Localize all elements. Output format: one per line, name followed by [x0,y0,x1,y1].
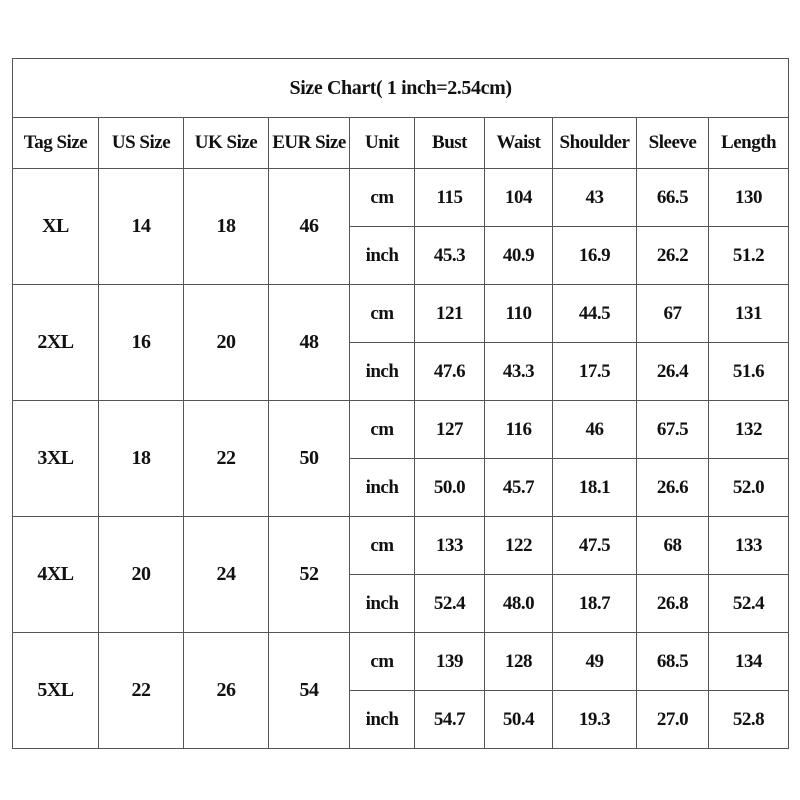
waist-cell: 40.9 [485,227,553,285]
header-sleeve: Sleeve [637,118,709,169]
shoulder-cell: 18.1 [553,459,637,517]
waist-cell: 43.3 [485,343,553,401]
bust-cell: 47.6 [415,343,485,401]
uk-size-cell: 22 [184,401,269,517]
us-size-cell: 22 [99,633,184,749]
header-eur-size: EUR Size [269,118,350,169]
eur-size-cell: 50 [269,401,350,517]
us-size-cell: 18 [99,401,184,517]
unit-cell: cm [350,517,415,575]
unit-cell: cm [350,169,415,227]
waist-cell: 122 [485,517,553,575]
length-cell: 51.2 [709,227,789,285]
size-chart-container [12,58,788,749]
length-cell: 51.6 [709,343,789,401]
uk-size-cell: 18 [184,169,269,285]
header-bust: Bust [415,118,485,169]
header-shoulder: Shoulder [553,118,637,169]
unit-cell: inch [350,459,415,517]
sleeve-cell: 68.5 [637,633,709,691]
shoulder-cell: 16.9 [553,227,637,285]
shoulder-cell: 17.5 [553,343,637,401]
us-size-cell: 14 [99,169,184,285]
header-tag-size: Tag Size [13,118,99,169]
header-length: Length [709,118,789,169]
bust-cell: 127 [415,401,485,459]
waist-cell: 116 [485,401,553,459]
title-row [13,59,789,118]
header-us-size: US Size [99,118,184,169]
length-cell: 131 [709,285,789,343]
shoulder-cell: 19.3 [553,691,637,749]
length-cell: 133 [709,517,789,575]
sleeve-cell: 26.4 [637,343,709,401]
waist-cell: 48.0 [485,575,553,633]
tag-size-cell: 4XL [13,517,99,633]
sleeve-cell: 27.0 [637,691,709,749]
length-cell: 52.0 [709,459,789,517]
chart-title: Size Chart( 1 inch=2.54cm) [13,59,789,118]
table-row [13,517,789,575]
uk-size-cell: 20 [184,285,269,401]
length-cell: 130 [709,169,789,227]
bust-cell: 115 [415,169,485,227]
table-row [13,401,789,459]
header-row [13,118,789,169]
tag-size-cell: 5XL [13,633,99,749]
header-unit: Unit [350,118,415,169]
sleeve-cell: 26.6 [637,459,709,517]
waist-cell: 110 [485,285,553,343]
shoulder-cell: 46 [553,401,637,459]
table-row [13,633,789,691]
sleeve-cell: 26.8 [637,575,709,633]
length-cell: 132 [709,401,789,459]
sleeve-cell: 68 [637,517,709,575]
length-cell: 134 [709,633,789,691]
sleeve-cell: 26.2 [637,227,709,285]
tag-size-cell: XL [13,169,99,285]
shoulder-cell: 44.5 [553,285,637,343]
bust-cell: 50.0 [415,459,485,517]
header-waist: Waist [485,118,553,169]
waist-cell: 45.7 [485,459,553,517]
unit-cell: inch [350,691,415,749]
unit-cell: cm [350,633,415,691]
unit-cell: inch [350,575,415,633]
header-uk-size: UK Size [184,118,269,169]
length-cell: 52.8 [709,691,789,749]
length-cell: 52.4 [709,575,789,633]
sleeve-cell: 66.5 [637,169,709,227]
bust-cell: 133 [415,517,485,575]
sleeve-cell: 67 [637,285,709,343]
us-size-cell: 20 [99,517,184,633]
bust-cell: 52.4 [415,575,485,633]
unit-cell: cm [350,285,415,343]
uk-size-cell: 26 [184,633,269,749]
waist-cell: 50.4 [485,691,553,749]
eur-size-cell: 54 [269,633,350,749]
size-chart-table [12,58,789,749]
bust-cell: 54.7 [415,691,485,749]
shoulder-cell: 43 [553,169,637,227]
waist-cell: 128 [485,633,553,691]
bust-cell: 121 [415,285,485,343]
table-row [13,285,789,343]
tag-size-cell: 3XL [13,401,99,517]
eur-size-cell: 46 [269,169,350,285]
eur-size-cell: 52 [269,517,350,633]
bust-cell: 139 [415,633,485,691]
unit-cell: inch [350,343,415,401]
table-row [13,169,789,227]
unit-cell: inch [350,227,415,285]
eur-size-cell: 48 [269,285,350,401]
shoulder-cell: 49 [553,633,637,691]
unit-cell: cm [350,401,415,459]
us-size-cell: 16 [99,285,184,401]
bust-cell: 45.3 [415,227,485,285]
tag-size-cell: 2XL [13,285,99,401]
uk-size-cell: 24 [184,517,269,633]
shoulder-cell: 18.7 [553,575,637,633]
shoulder-cell: 47.5 [553,517,637,575]
sleeve-cell: 67.5 [637,401,709,459]
waist-cell: 104 [485,169,553,227]
